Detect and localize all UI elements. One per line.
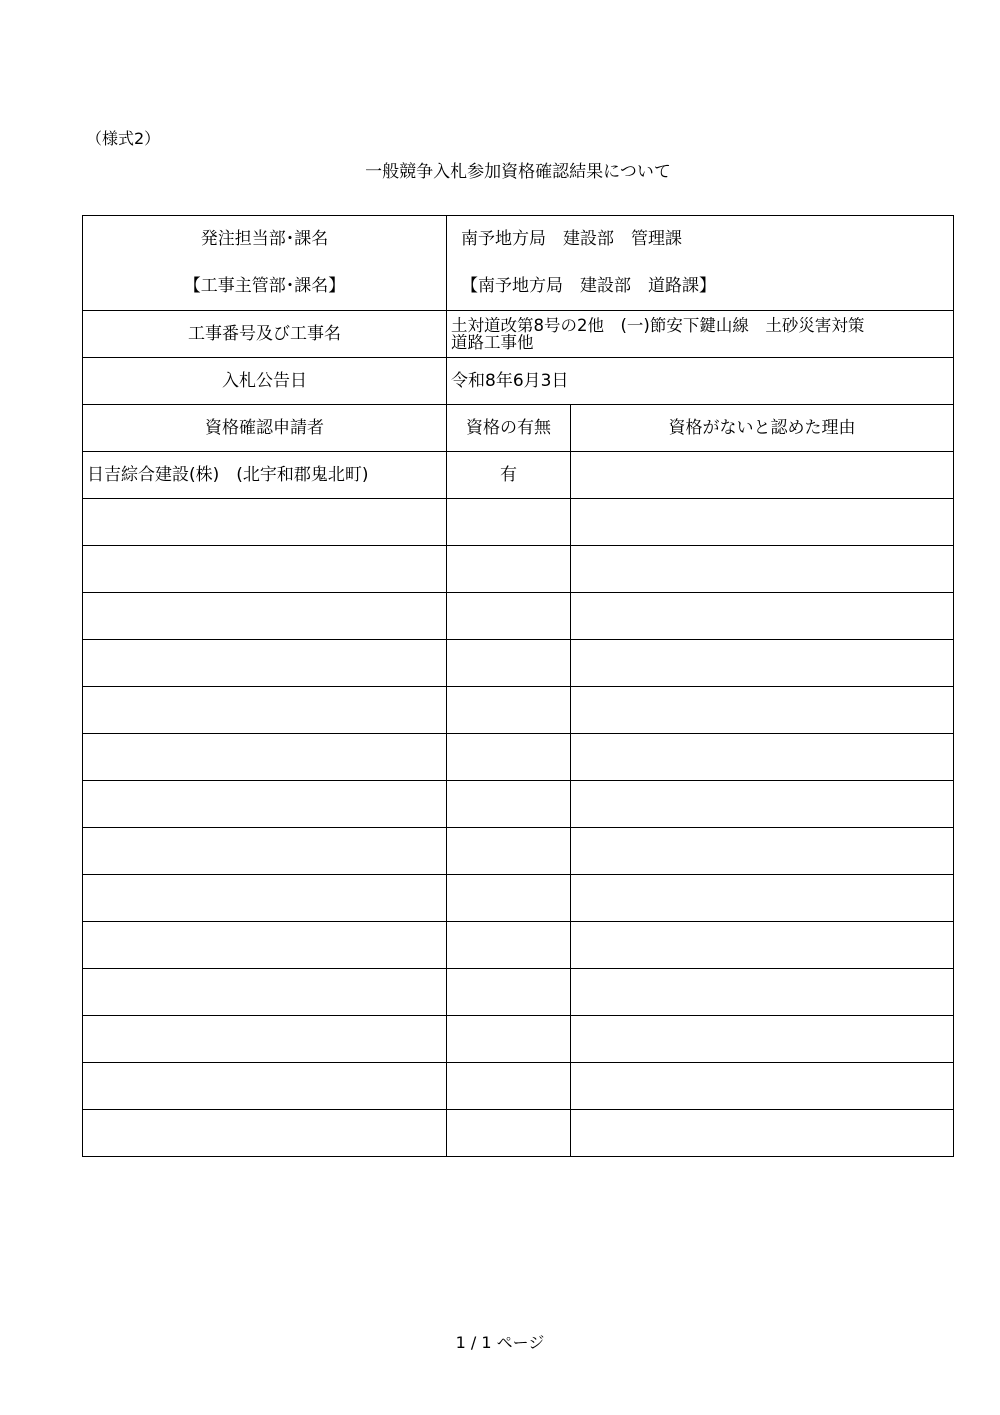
empty-cell <box>83 781 447 828</box>
empty-cell <box>571 781 954 828</box>
dept-value-cell <box>447 216 954 311</box>
empty-row <box>83 875 954 922</box>
dept-sub-label: 【工事主管部･課名】 <box>183 276 346 296</box>
empty-cell <box>571 875 954 922</box>
empty-row <box>83 969 954 1016</box>
empty-cell <box>447 687 571 734</box>
empty-cell <box>447 875 571 922</box>
work-value-line2: 道路工事他 <box>451 333 534 352</box>
empty-cell <box>571 1110 954 1157</box>
empty-cell <box>447 546 571 593</box>
dept-label-cell <box>83 216 447 311</box>
announcement-date: 令和8年6月3日 <box>447 358 954 405</box>
empty-cell <box>571 687 954 734</box>
empty-row <box>83 922 954 969</box>
header-row <box>83 405 954 452</box>
document-title: 一般競争入札参加資格確認結果について <box>365 162 671 182</box>
page-number: 1 / 1 ページ <box>455 1333 545 1352</box>
empty-cell <box>571 593 954 640</box>
applicant-row <box>83 452 954 499</box>
empty-cell <box>447 1063 571 1110</box>
empty-row <box>83 499 954 546</box>
empty-cell <box>83 922 447 969</box>
empty-row <box>83 640 954 687</box>
work-row <box>83 311 954 358</box>
announcement-row <box>83 358 954 405</box>
empty-cell <box>83 1016 447 1063</box>
dept-sub-value: 【南予地方局 建設部 道路課】 <box>461 276 716 296</box>
empty-cell <box>83 969 447 1016</box>
empty-cell <box>447 499 571 546</box>
empty-row <box>83 687 954 734</box>
empty-row <box>83 593 954 640</box>
empty-cell <box>447 922 571 969</box>
empty-row <box>83 828 954 875</box>
empty-cell <box>447 828 571 875</box>
empty-cell <box>83 499 447 546</box>
applicant-reason <box>571 452 954 499</box>
empty-cell <box>571 922 954 969</box>
empty-cell <box>83 875 447 922</box>
empty-cell <box>571 640 954 687</box>
work-label: 工事番号及び工事名 <box>83 311 447 358</box>
empty-cell <box>83 593 447 640</box>
empty-cell <box>571 546 954 593</box>
empty-cell <box>83 640 447 687</box>
empty-cell <box>83 1063 447 1110</box>
empty-cell <box>83 828 447 875</box>
empty-cell <box>447 781 571 828</box>
empty-cell <box>571 828 954 875</box>
empty-row <box>83 1110 954 1157</box>
work-value-cell <box>447 311 954 358</box>
empty-cell <box>447 734 571 781</box>
dept-row <box>83 216 954 311</box>
empty-cell <box>571 969 954 1016</box>
empty-cell <box>447 593 571 640</box>
dept-value: 南予地方局 建設部 管理課 <box>461 229 682 249</box>
empty-row <box>83 734 954 781</box>
empty-cell <box>571 499 954 546</box>
empty-row <box>83 1063 954 1110</box>
qualification-header: 資格の有無 <box>447 405 571 452</box>
empty-cell <box>83 546 447 593</box>
empty-cell <box>447 1016 571 1063</box>
qualification-result-table <box>82 215 954 1157</box>
dept-label: 発注担当部･課名 <box>200 229 329 249</box>
work-value-line1: 土対道改第8号の2他 (一)節安下鍵山線 土砂災害対策 <box>451 315 865 335</box>
empty-row <box>83 781 954 828</box>
empty-cell <box>571 1016 954 1063</box>
empty-row <box>83 546 954 593</box>
reason-header: 資格がないと認めた理由 <box>571 405 954 452</box>
empty-cell <box>571 1063 954 1110</box>
empty-cell <box>83 1110 447 1157</box>
empty-cell <box>447 640 571 687</box>
applicant-qualified: 有 <box>447 452 571 499</box>
form-number: （様式2） <box>86 129 161 148</box>
empty-cell <box>83 687 447 734</box>
empty-cell <box>447 969 571 1016</box>
applicant-header: 資格確認申請者 <box>83 405 447 452</box>
empty-cell <box>83 734 447 781</box>
empty-row <box>83 1016 954 1063</box>
empty-cell <box>571 734 954 781</box>
announcement-label: 入札公告日 <box>83 358 447 405</box>
empty-cell <box>447 1110 571 1157</box>
applicant-name: 日吉綜合建設(株) (北宇和郡鬼北町) <box>83 452 447 499</box>
